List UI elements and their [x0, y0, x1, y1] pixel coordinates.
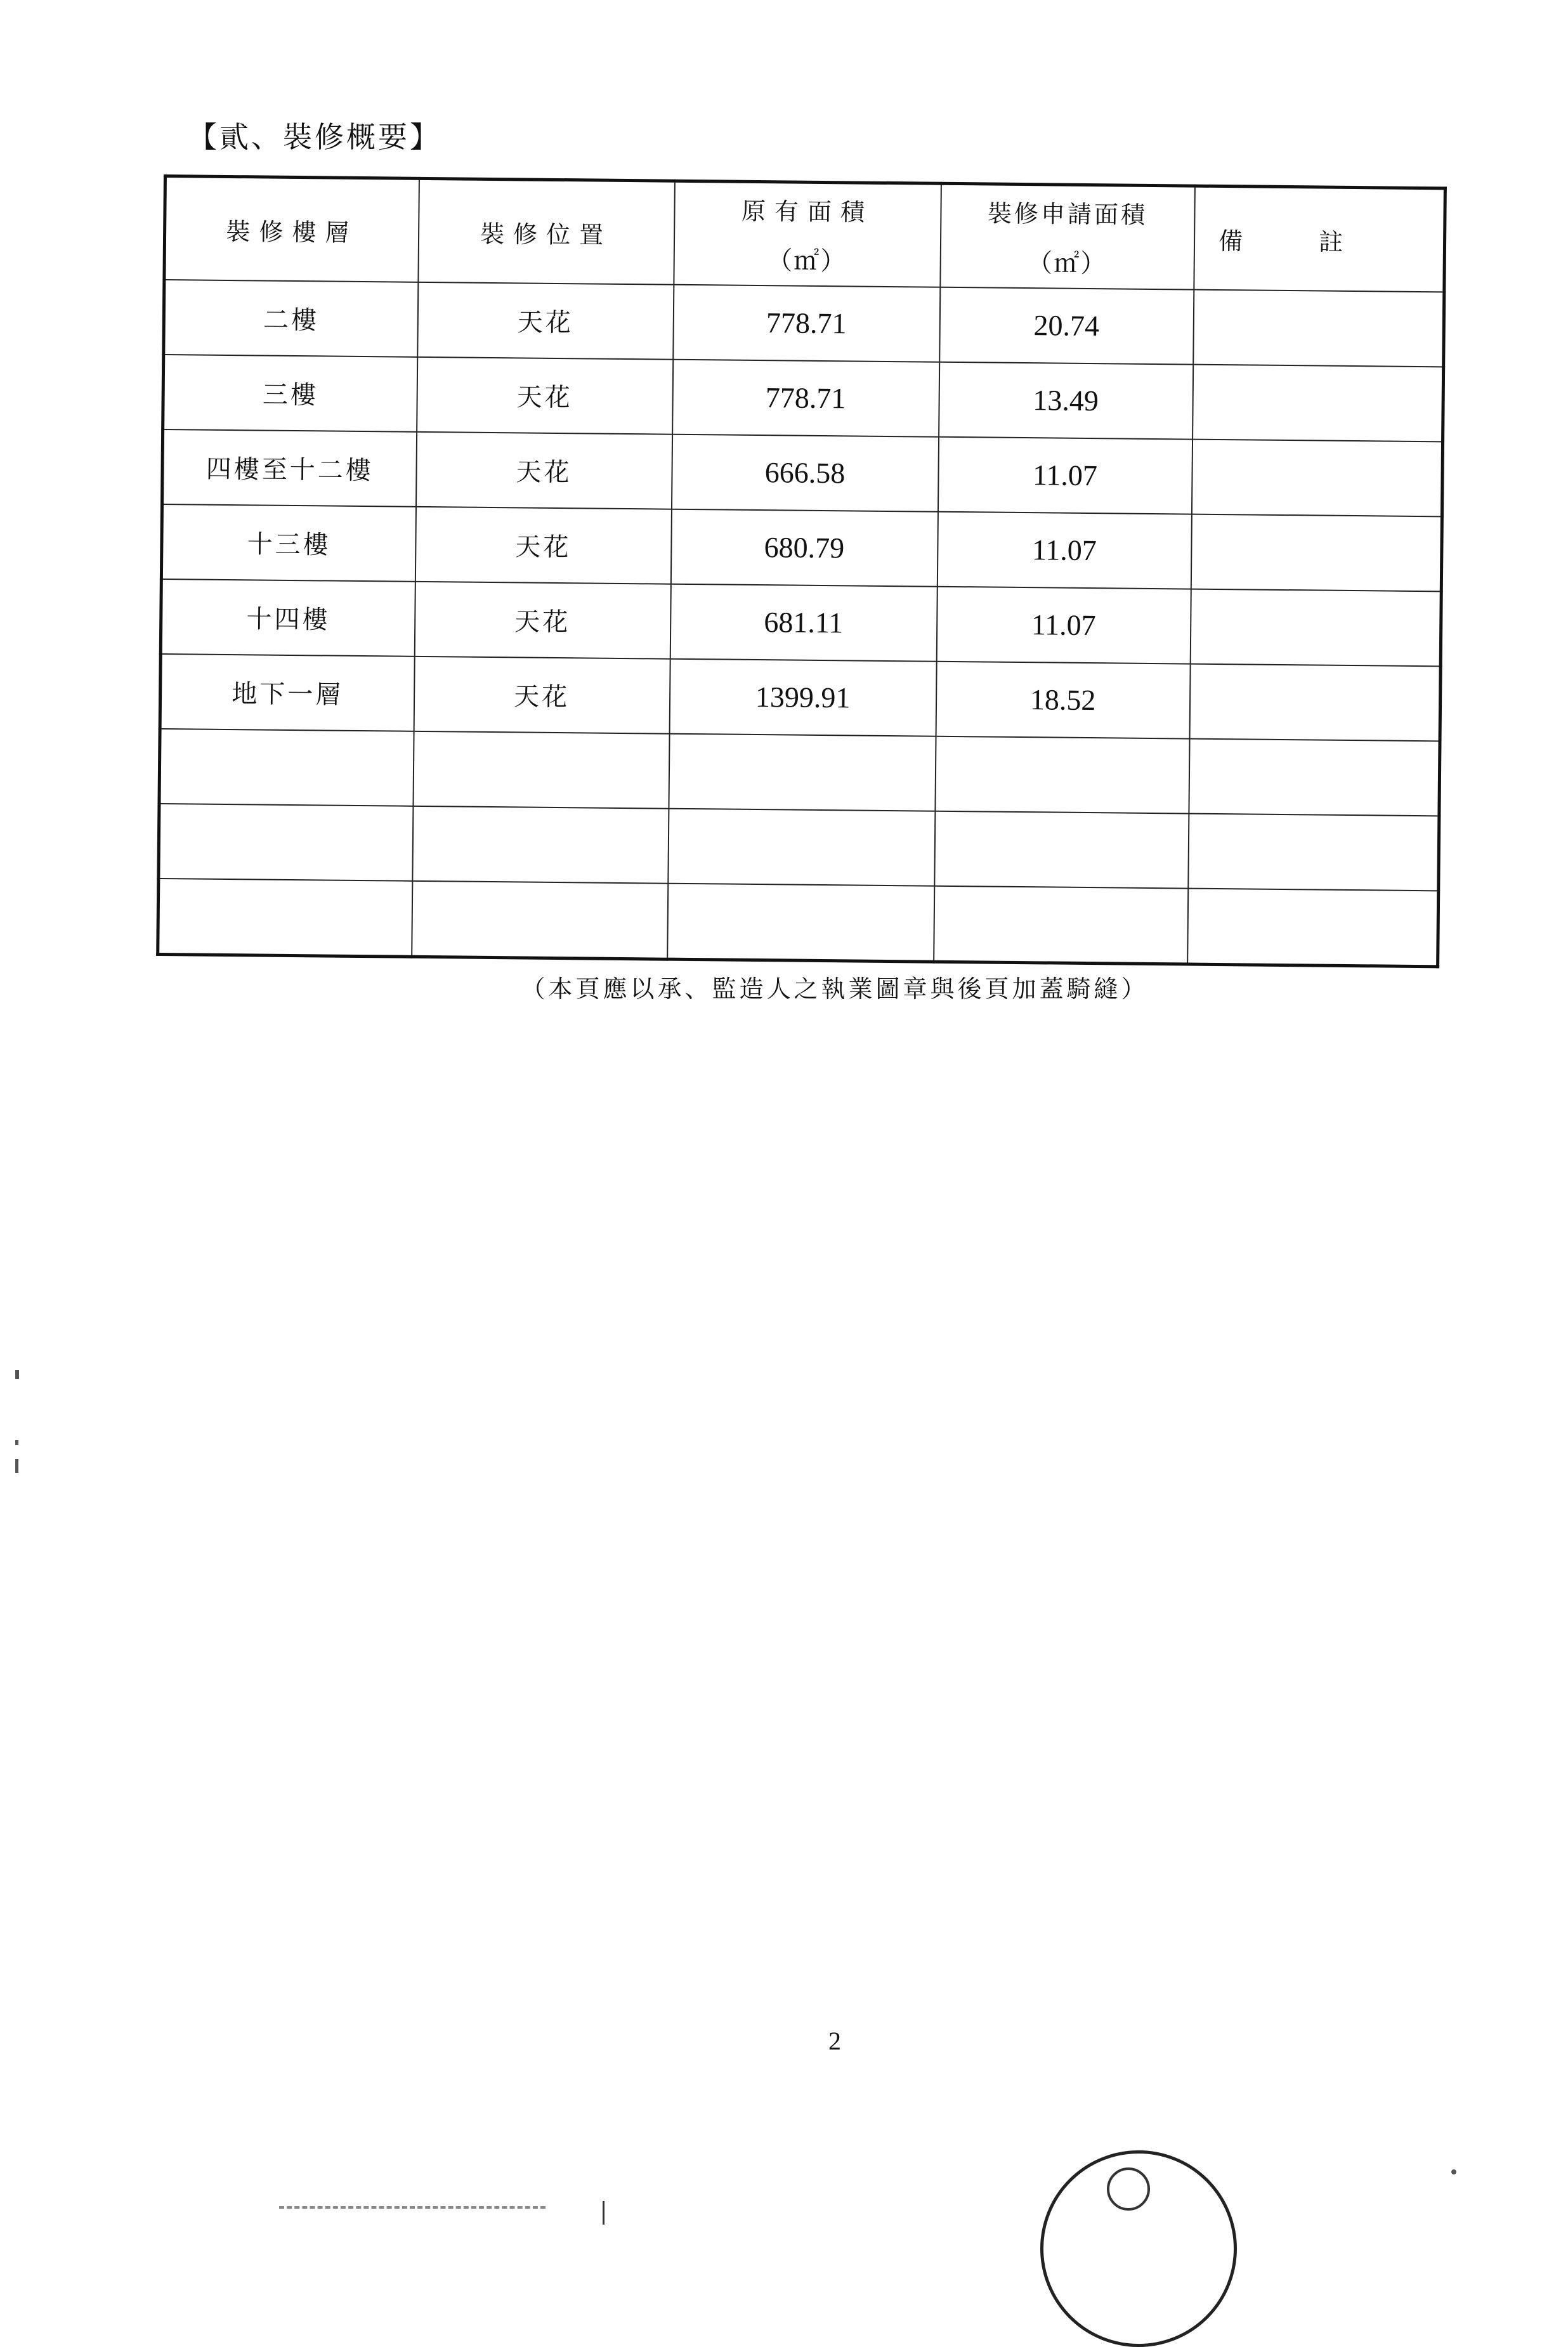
table-row — [162, 429, 1443, 516]
table-row — [160, 579, 1441, 666]
cell-original-area: 778.71 — [673, 285, 940, 362]
header-applied-area-unit: （㎡） — [1026, 249, 1107, 279]
cell-floor — [159, 729, 414, 806]
cell-floor: 二樓 — [164, 280, 418, 357]
cell-note — [1191, 440, 1442, 517]
cell-position: 天花 — [414, 582, 670, 659]
cell-floor: 三樓 — [163, 355, 417, 432]
header-applied-area — [940, 183, 1195, 289]
cell-position: 天花 — [415, 432, 672, 509]
cell-position: 天花 — [414, 657, 670, 734]
cell-original-area: 1399.91 — [669, 659, 936, 736]
cell-note — [1192, 365, 1444, 442]
cell-applied-area: 13.49 — [939, 362, 1193, 440]
cell-applied-area: 18.52 — [936, 662, 1190, 739]
cell-original-area: 778.71 — [672, 360, 939, 437]
cell-note — [1193, 290, 1444, 367]
scan-speck — [1451, 2169, 1456, 2174]
cell-position: 天花 — [415, 507, 671, 584]
cell-position: 天花 — [417, 282, 674, 360]
header-floor-label: 裝修樓層 — [226, 217, 358, 247]
cell-note — [1191, 514, 1442, 592]
cell-note — [1189, 664, 1441, 741]
table-row — [163, 355, 1444, 441]
cell-position — [413, 731, 669, 809]
scan-dashed-line — [279, 2206, 546, 2211]
header-position-label: 裝修位置 — [480, 219, 613, 249]
cell-original-area — [667, 884, 934, 962]
cell-applied-area — [934, 811, 1189, 889]
table-row — [159, 729, 1440, 816]
page-number: 2 — [828, 2027, 841, 2055]
cell-note — [1188, 813, 1439, 891]
cell-floor — [158, 879, 412, 957]
section-title: 【貳、裝修概要】 — [188, 120, 441, 154]
table-row — [161, 504, 1442, 591]
cell-position: 天花 — [417, 357, 673, 435]
cell-applied-area: 11.07 — [936, 587, 1191, 664]
table-row — [158, 879, 1439, 967]
header-original-area-label: 原有面積 — [741, 197, 874, 226]
seal-emblem-icon — [1107, 2167, 1150, 2211]
cell-floor: 地下一層 — [160, 654, 414, 731]
renovation-summary-table — [156, 174, 1447, 968]
header-position — [418, 178, 675, 284]
scan-speck — [15, 1440, 18, 1445]
cell-original-area — [669, 734, 936, 811]
cell-floor: 十四樓 — [160, 579, 415, 657]
renovation-summary-table-wrapper — [156, 174, 1444, 968]
cell-floor: 十三樓 — [161, 504, 415, 582]
cell-applied-area — [935, 736, 1189, 814]
scan-tick-mark — [603, 2201, 604, 2225]
cell-applied-area — [934, 886, 1188, 964]
cell-note — [1189, 738, 1440, 816]
cell-note — [1190, 589, 1441, 667]
header-original-area-unit: （㎡） — [767, 246, 847, 277]
scan-speck — [15, 1370, 19, 1379]
table-row — [164, 280, 1444, 367]
header-original-area — [674, 181, 941, 287]
seal-stamp — [1040, 2150, 1237, 2347]
table-row — [159, 804, 1439, 891]
table-header-row — [164, 176, 1445, 292]
cell-note — [1187, 888, 1439, 966]
cell-original-area: 681.11 — [670, 584, 937, 662]
header-floor — [164, 176, 419, 282]
header-note-label: 備註 — [1218, 226, 1420, 257]
cell-position — [412, 881, 668, 959]
cell-position — [412, 806, 669, 884]
footnote: （本頁應以承、監造人之執業圖章與後頁加蓋騎縫） — [521, 975, 1149, 1003]
header-note — [1194, 186, 1446, 292]
table-row — [160, 654, 1441, 741]
scan-speck — [15, 1459, 18, 1473]
cell-floor — [159, 804, 413, 881]
cell-floor: 四樓至十二樓 — [162, 429, 417, 507]
cell-applied-area: 11.07 — [938, 437, 1192, 514]
cell-original-area — [668, 809, 935, 886]
cell-original-area: 680.79 — [670, 509, 938, 587]
cell-applied-area: 11.07 — [937, 512, 1191, 589]
cell-original-area: 666.58 — [671, 435, 938, 512]
cell-applied-area: 20.74 — [939, 287, 1194, 365]
header-applied-area-label: 裝修申請面積 — [987, 199, 1148, 229]
